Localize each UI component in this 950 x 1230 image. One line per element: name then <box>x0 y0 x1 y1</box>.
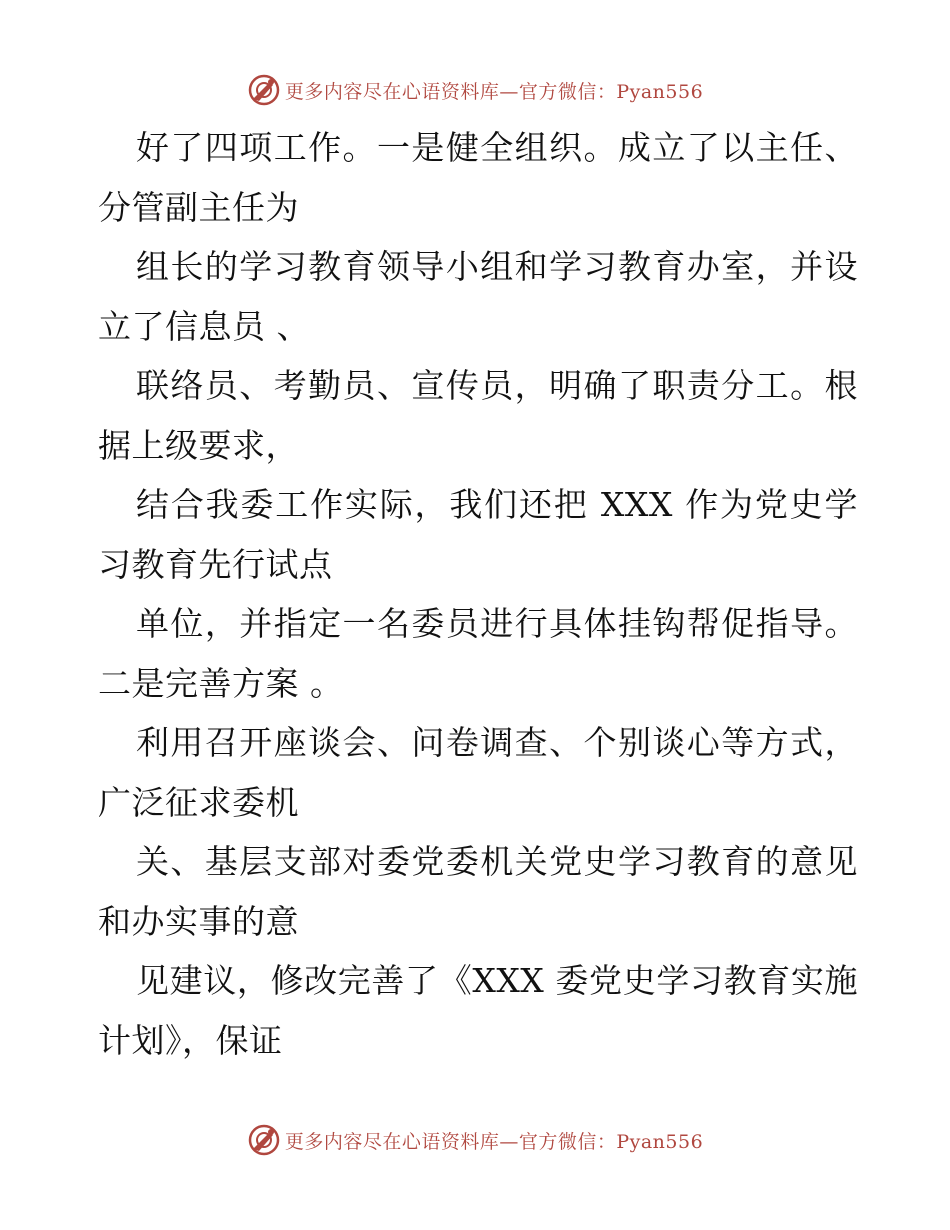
footer-watermark <box>0 1120 950 1160</box>
paragraph: 关、基层支部对委党委机关党史学习教育的意见和办实事的意 <box>98 842 858 941</box>
paragraph: 联络员、考勤员、宣传员，明确了职责分工。根据上级要求， <box>98 366 858 465</box>
paragraph: 结合我委工作实际，我们还把 XXX 作为党史学习教育先行试点 <box>98 485 858 584</box>
brand-logo-icon <box>247 73 281 107</box>
header-watermark <box>0 70 950 110</box>
paragraph: 好了四项工作。一是健全组织。成立了以主任、分管副主任为 <box>98 128 858 227</box>
document-body <box>98 118 858 1070</box>
brand-logo-icon <box>247 1123 281 1157</box>
paragraph: 单位，并指定一名委员进行具体挂钩帮促指导。二是完善方案 。 <box>98 604 858 703</box>
paragraph: 利用召开座谈会、问卷调查、个别谈心等方式，广泛征求委机 <box>98 723 858 822</box>
paragraph: 见建议，修改完善了《XXX 委党史学习教育实施计划》，保证 <box>98 961 858 1060</box>
header-watermark-text: 更多内容尽在心语资料库—官方微信：Pyan556 <box>284 80 704 103</box>
footer-watermark-text: 更多内容尽在心语资料库—官方微信：Pyan556 <box>284 1130 704 1153</box>
paragraph: 组长的学习教育领导小组和学习教育办室，并设立了信息员 、 <box>98 247 858 346</box>
